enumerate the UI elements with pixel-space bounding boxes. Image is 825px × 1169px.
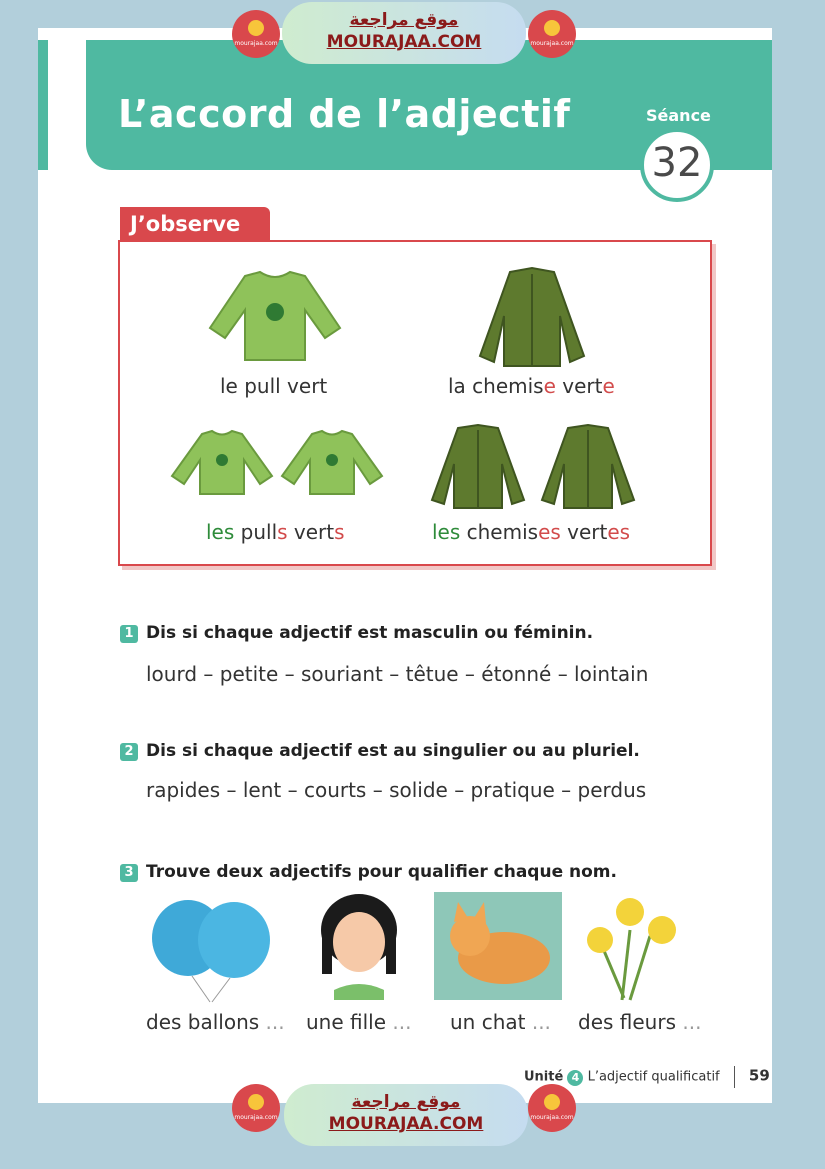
exercise-instruction: Trouve deux adjectifs pour qualifier chaque nom. (146, 862, 617, 882)
caption-pull: le pull vert (220, 374, 328, 398)
girl-icon (316, 890, 402, 1000)
exercise-instruction: Dis si chaque adjectif est masculin ou féminin. (146, 623, 594, 643)
unit-label: Unité (524, 1069, 564, 1085)
seance-number: 32 (651, 140, 703, 186)
banner-site[interactable]: MOURAJAA.COM (326, 32, 482, 52)
footer-divider (734, 1066, 735, 1088)
picture-caption: un chat ... (450, 1010, 551, 1034)
logo-text: mourajaa.com (234, 40, 278, 47)
banner-site[interactable]: MOURAJAA.COM (328, 1114, 484, 1134)
exercise-words: rapides – lent – courts – solide – pratique – perdus (146, 778, 647, 802)
shirt-icon (472, 266, 592, 370)
unit-number: 4 (567, 1070, 583, 1086)
observe-tag: J’observe (120, 207, 270, 241)
caption-chemise: la chemise verte (448, 374, 615, 398)
sweater-icon (200, 268, 350, 366)
picture-caption: des ballons ... (146, 1010, 285, 1034)
exercise-words: lourd – petite – souriant – têtue – étonné – lointain (146, 662, 649, 686)
shirt-icon (428, 424, 528, 510)
seance-label: Séance (646, 106, 711, 125)
exercise-instruction: Dis si chaque adjectif est au singulier ou au pluriel. (146, 741, 640, 761)
site-logo-icon: mourajaa.com (528, 10, 576, 58)
cat-icon (434, 892, 562, 1000)
shirt-icon (538, 424, 638, 510)
balloons-icon (148, 898, 274, 1004)
page-footer (524, 1066, 770, 1088)
banner-arabic: موقع مراجعة (351, 1092, 461, 1112)
picture-caption: une fille ... (306, 1010, 412, 1034)
site-banner-bottom[interactable] (284, 1084, 528, 1146)
site-logo-icon (232, 10, 280, 58)
header-edge (38, 40, 48, 170)
sweater-icon (278, 428, 386, 498)
site-logo-icon: mourajaa.com (528, 1084, 576, 1132)
exercise-number: 2 (120, 743, 138, 761)
exercise-number: 1 (120, 625, 138, 643)
page-title: L’accord de l’adjectif (118, 92, 571, 136)
exercise-number: 3 (120, 864, 138, 882)
flowers-icon (580, 890, 692, 1002)
picture-caption: des fleurs ... (578, 1010, 702, 1034)
sweater-icon (168, 428, 276, 498)
seance-badge (640, 128, 714, 202)
site-banner-top[interactable] (282, 2, 526, 64)
unit-title: L’adjectif qualificatif (587, 1069, 720, 1085)
banner-arabic: موقع مراجعة (349, 10, 459, 30)
site-logo-icon: mourajaa.com (232, 1084, 280, 1132)
caption-chemises: les chemises vertes (432, 520, 631, 544)
page-number: 59 (748, 1066, 770, 1085)
caption-pulls: les pulls verts (206, 520, 345, 544)
